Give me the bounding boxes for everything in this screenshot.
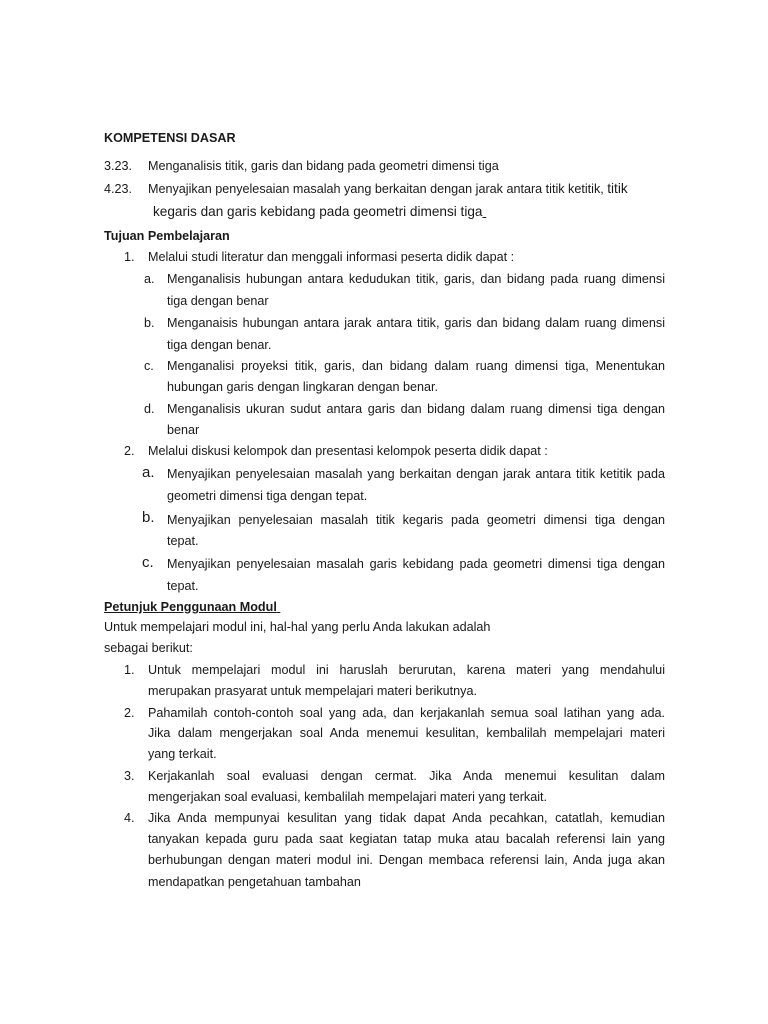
kd-item-continuation: kegaris dan garis kebidang pada geometri dimensi tiga <box>153 204 483 219</box>
petunjuk-item-text: Kerjakanlah soal evaluasi dengan cermat. Jika Anda menemui kesulitan dalam <box>148 769 665 783</box>
kd-item-text-tail: titik <box>607 181 628 196</box>
list-item-letter: c. <box>144 359 154 373</box>
petunjuk-item-text-cont: merupakan prasyarat untuk mempelajari materi berikutnya. <box>148 684 477 698</box>
list-item-text-cont: tiga dengan benar. <box>167 338 272 352</box>
petunjuk-item-number: 3. <box>124 769 135 783</box>
petunjuk-item-text: Pahamilah contoh-contoh soal yang ada, dan kerjakanlah semua soal latihan yang ada. <box>148 706 665 720</box>
petunjuk-item-number: 2. <box>124 706 135 720</box>
petunjuk-item-text-cont: mengerjakan soal evaluasi, kembalilah mempelajari materi yang terkait. <box>148 790 547 804</box>
petunjuk-heading: Petunjuk Penggunaan Modul <box>104 600 277 614</box>
petunjuk-item-number: 1. <box>124 663 135 677</box>
list-item-letter: a. <box>144 272 155 286</box>
tujuan-group-text: Melalui studi literatur dan menggali informasi peserta didik dapat : <box>148 250 515 264</box>
list-item-text: Menyajikan penyelesaian masalah yang berkaitan dengan jarak antara titik ketitik pada <box>167 467 665 481</box>
list-item-letter: b. <box>142 509 155 526</box>
petunjuk-item-text-cont: mendapatkan pengetahuan tambahan <box>148 875 361 889</box>
list-item-letter: d. <box>144 402 155 416</box>
list-item-text: Menyajikan penyelesaian masalah titik kegaris pada geometri dimensi tiga dengan <box>167 513 665 527</box>
petunjuk-item-text: Jika Anda mempunyai kesulitan yang tidak dapat Anda pecahkan, catatlah, kemudian <box>148 811 665 825</box>
list-item-text: Menganaisis hubungan antara jarak antara titik, garis dan bidang dalam ruang dimensi <box>167 316 665 330</box>
kd-item-number: 4.23. <box>104 182 133 196</box>
list-item-text-cont: tepat. <box>167 534 199 548</box>
petunjuk-intro-cont: sebagai berikut: <box>104 641 193 655</box>
list-item-text-cont: benar <box>167 423 200 437</box>
kd-heading: KOMPETENSI DASAR <box>104 131 236 145</box>
tujuan-group-number: 1. <box>124 250 135 264</box>
petunjuk-intro: Untuk mempelajari modul ini, hal-hal yang perlu Anda lakukan adalah <box>104 620 491 634</box>
petunjuk-item-text: Untuk mempelajari modul ini haruslah berurutan, karena materi yang mendahului <box>148 663 665 677</box>
kd-item-text <box>148 181 628 197</box>
list-item-text-cont: geometri dimensi tiga dengan tepat. <box>167 489 368 503</box>
list-item-text: Menyajikan penyelesaian masalah garis kebidang pada geometri dimensi tiga dengan <box>167 557 665 571</box>
petunjuk-item-text-cont: Jika dalam mengerjakan soal Anda menemui kesulitan, kembalilah mempelajari materi <box>148 726 665 740</box>
list-item-text: Menganalisis hubungan antara kedudukan titik, garis, dan bidang pada ruang dimensi <box>167 272 665 286</box>
list-item-text-cont: hubungan garis dengan lingkaran dengan benar. <box>167 380 438 394</box>
tujuan-group-text: Melalui diskusi kelompok dan presentasi kelompok peserta didik dapat : <box>148 444 548 458</box>
list-item-letter: a. <box>142 464 155 481</box>
list-item-text: Menganalisis ukuran sudut antara garis dan bidang dalam ruang dimensi tiga dengan <box>167 402 665 416</box>
list-item-text-cont: tepat. <box>167 579 199 593</box>
petunjuk-item-text-cont: yang terkait. <box>148 747 217 761</box>
list-item-text-cont: tiga dengan benar <box>167 294 269 308</box>
list-item-text: Menganalisi proyeksi titik, garis, dan bidang dalam ruang dimensi tiga, Menentukan <box>167 359 665 373</box>
kd-item-text: Menganalisis titik, garis dan bidang pada geometri dimensi tiga <box>148 159 499 173</box>
kd-item-number: 3.23. <box>104 159 133 173</box>
petunjuk-item-text-cont: tanyakan kepada guru pada saat kegiatan tatap muka atau bacalah referensi lain yang <box>148 832 665 846</box>
petunjuk-item-text-cont: berhubungan dengan materi modul ini. Dengan membaca referensi lain, Anda juga akan <box>148 853 665 867</box>
petunjuk-item-number: 4. <box>124 811 135 825</box>
kd-item-text-main: Menyajikan penyelesaian masalah yang berkaitan dengan jarak antara titik ketitik, <box>148 182 604 196</box>
list-item-letter: c. <box>142 554 154 571</box>
tujuan-group-number: 2. <box>124 444 135 458</box>
tujuan-heading: Tujuan Pembelajaran <box>104 229 230 243</box>
list-item-letter: b. <box>144 316 155 330</box>
